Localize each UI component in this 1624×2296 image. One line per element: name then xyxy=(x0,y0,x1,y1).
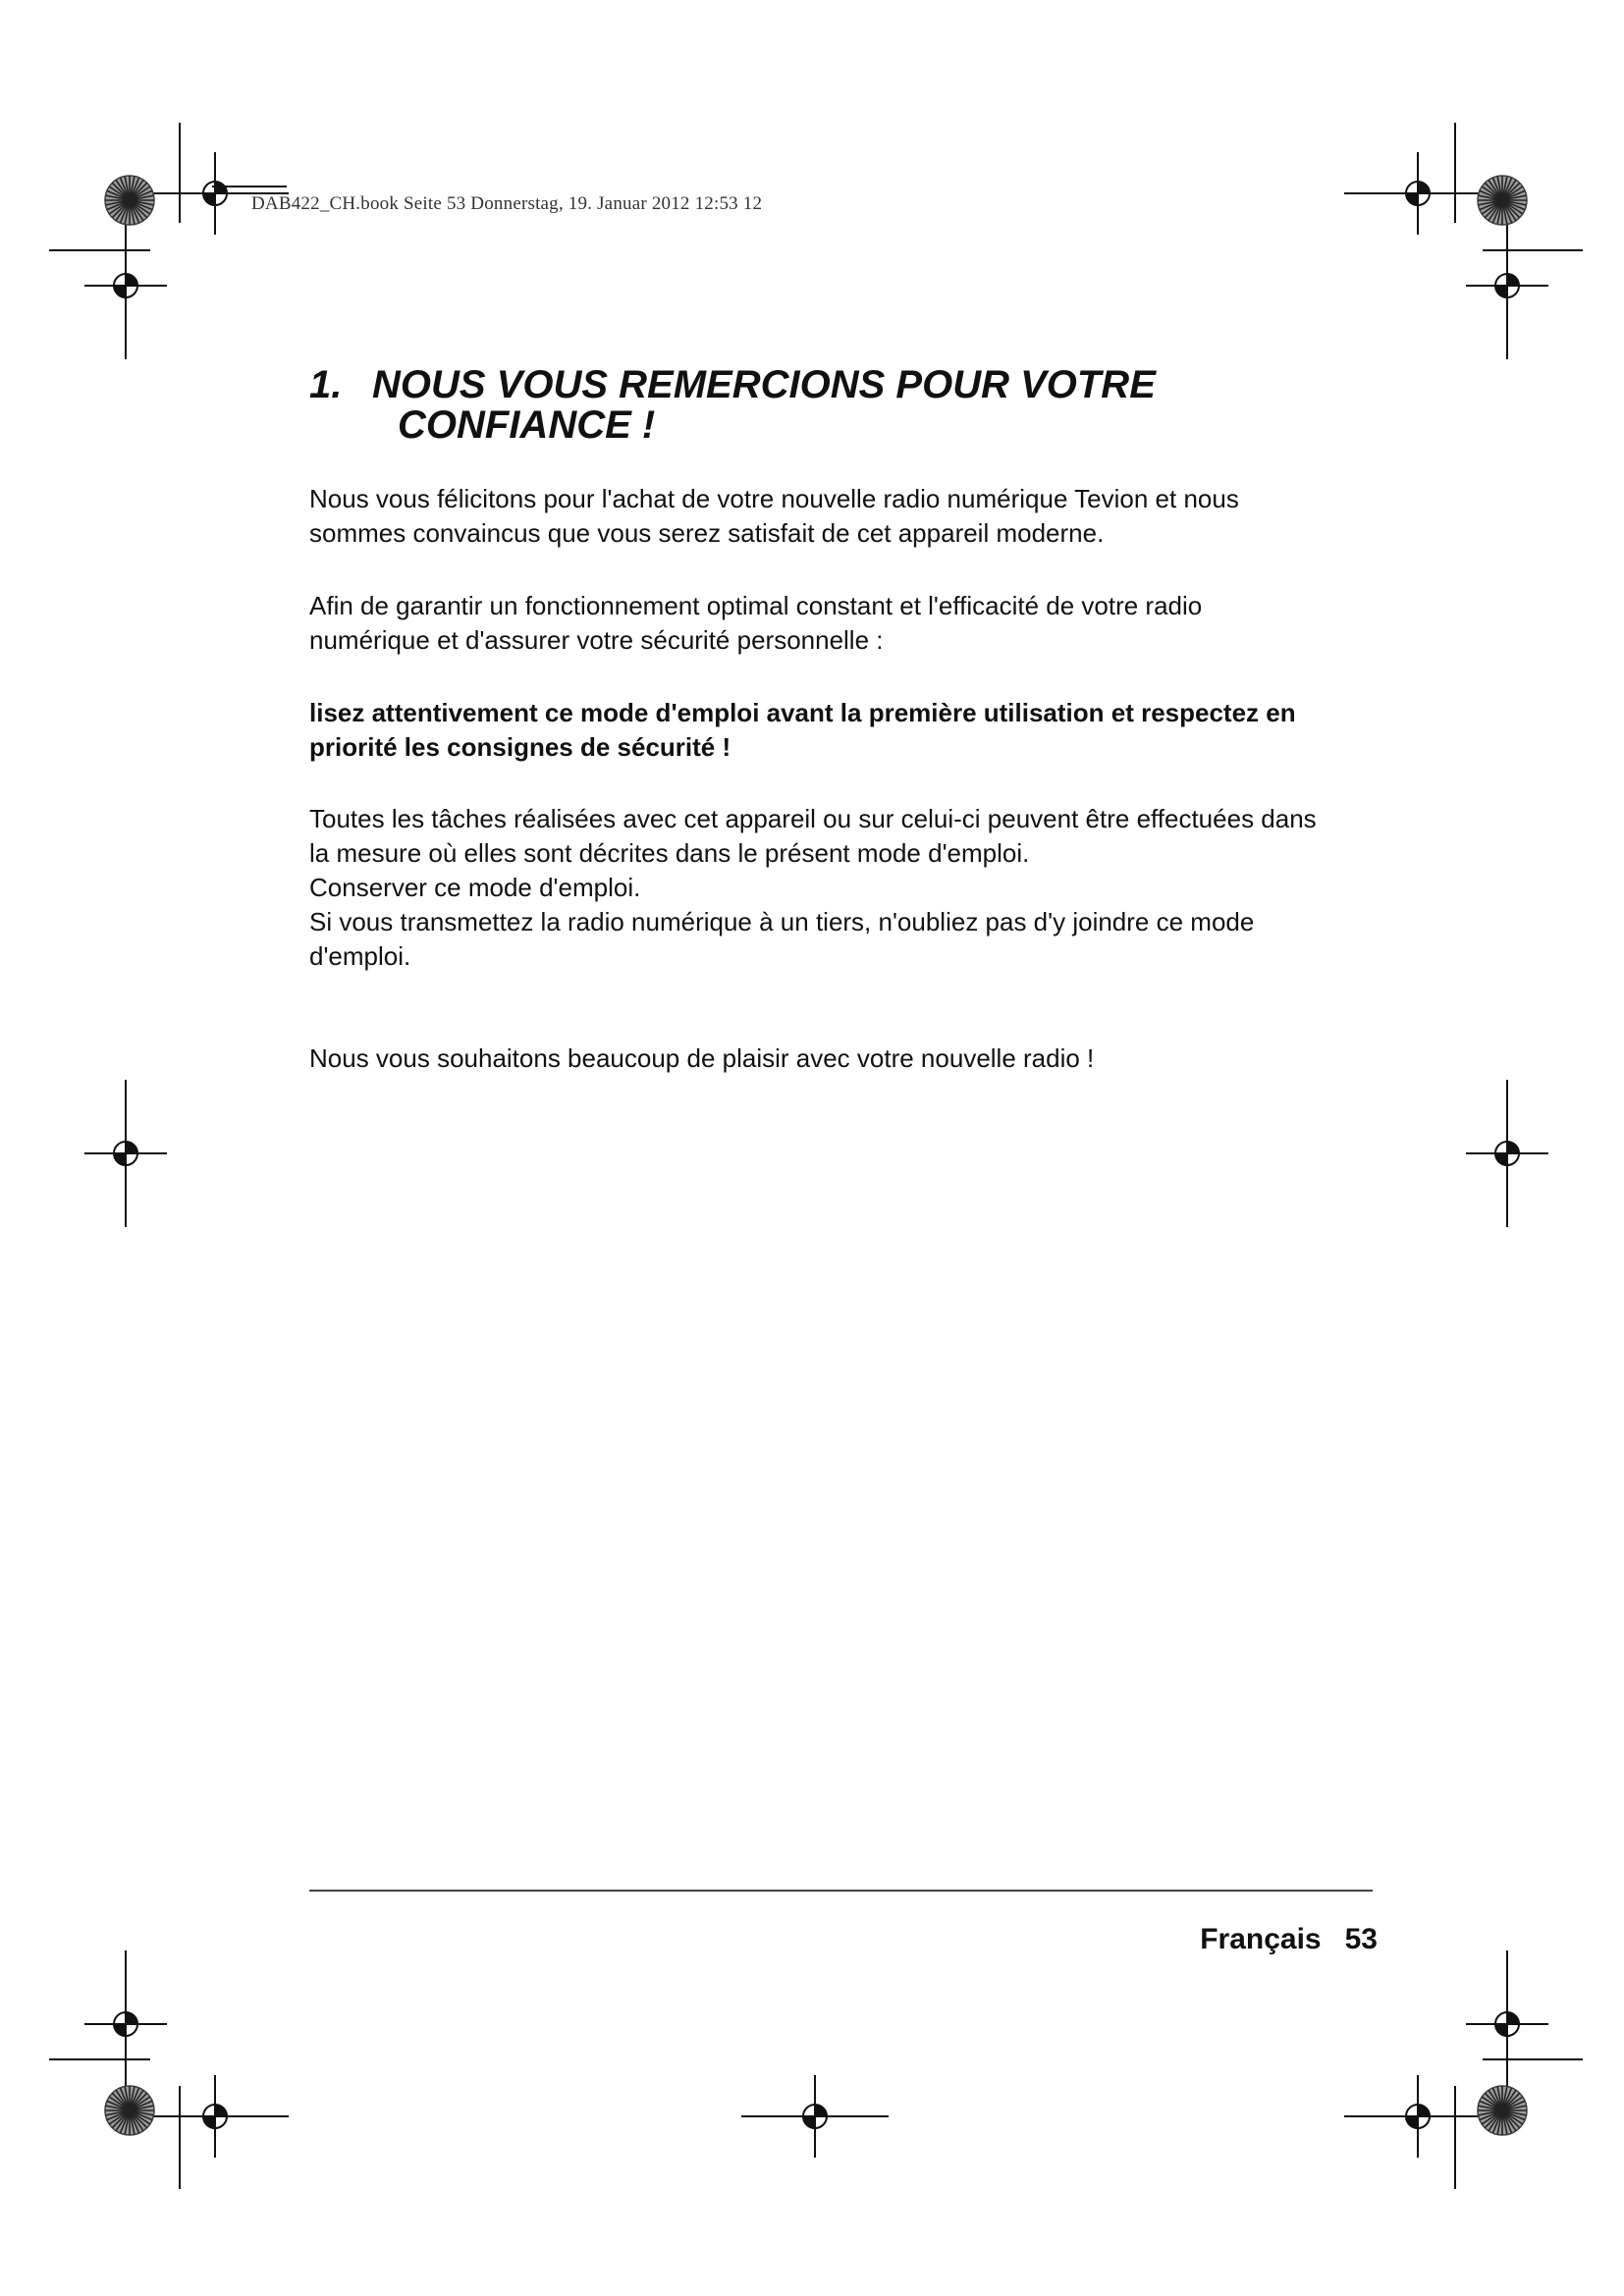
page-footer xyxy=(1200,1923,1378,1956)
warning-paragraph xyxy=(309,696,1380,765)
text-line: Si vous transmettez la radio numérique à un tiers, n'oubliez pas d'y joindre ce mode xyxy=(309,907,1255,936)
usage-paragraph xyxy=(309,802,1380,974)
section-title-line-1: NOUS VOUS REMERCIONS POUR VOTRE xyxy=(372,363,1156,406)
registration-mark-icon xyxy=(1466,1950,1548,2098)
footer-divider xyxy=(309,1890,1373,1892)
color-target-icon xyxy=(105,176,154,225)
section-number: 1. xyxy=(309,363,343,406)
text-line: Nous vous souhaitons beaucoup de plaisir avec votre nouvelle radio ! xyxy=(309,1043,1095,1073)
page-number: 53 xyxy=(1344,1923,1378,1955)
text-line: numérique et d'assurer votre sécurité personnelle : xyxy=(309,625,884,655)
intro-paragraph xyxy=(309,482,1380,551)
registration-mark-icon xyxy=(1466,212,1548,359)
registration-mark-icon xyxy=(141,2075,289,2158)
section-title xyxy=(309,365,1389,446)
footer-language: Français xyxy=(1200,1923,1322,1955)
color-target-icon xyxy=(1478,2086,1527,2135)
registration-mark-icon xyxy=(84,212,167,359)
file-info-header: DAB422_CH.book Seite 53 Donnerstag, 19. Januar 2012 12:53 12 xyxy=(251,193,763,214)
registration-mark-icon xyxy=(1466,1080,1548,1227)
registration-mark-icon xyxy=(1344,152,1491,235)
text-line: Nous vous félicitons pour l'achat de votre nouvelle radio numérique Tevion et nous xyxy=(309,484,1239,513)
registration-mark-icon xyxy=(84,1950,167,2098)
closing-paragraph xyxy=(309,1041,1380,1076)
registration-mark-icon xyxy=(84,1080,167,1227)
text-line: lisez attentivement ce mode d'emploi avant la première utilisation et respectez en xyxy=(309,698,1296,727)
text-line: sommes convaincus que vous serez satisfait de cet appareil moderne. xyxy=(309,518,1105,548)
text-line: la mesure où elles sont décrites dans le présent mode d'emploi. xyxy=(309,838,1030,868)
text-line: priorité les consignes de sécurité ! xyxy=(309,732,731,762)
color-target-icon xyxy=(105,2086,154,2135)
text-line: Conserver ce mode d'emploi. xyxy=(309,873,641,902)
color-target-icon xyxy=(1478,176,1527,225)
text-line: Toutes les tâches réalisées avec cet appareil ou sur celui-ci peuvent être effectuées dans xyxy=(309,804,1317,833)
section-title-line-2: CONFIANCE ! xyxy=(398,403,656,447)
registration-mark-icon xyxy=(1344,2075,1491,2158)
purpose-paragraph xyxy=(309,589,1380,658)
text-line: Afin de garantir un fonctionnement optimal constant et l'efficacité de votre radio xyxy=(309,591,1203,620)
text-line: d'emploi. xyxy=(309,941,411,971)
registration-mark-icon xyxy=(741,2075,889,2158)
